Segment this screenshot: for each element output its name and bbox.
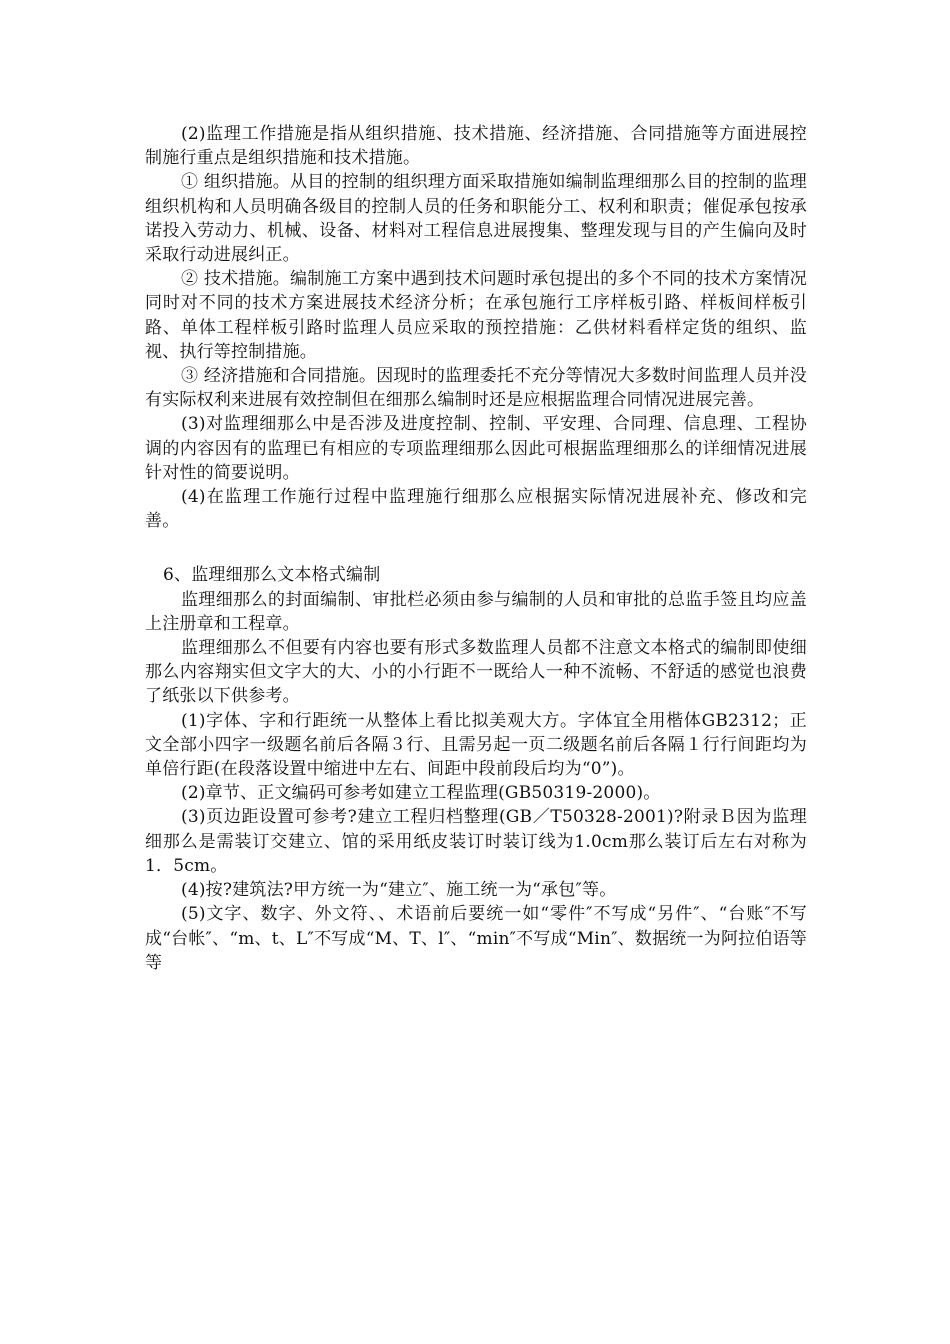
paragraph-format-importance: 监理细那么不但要有内容也要有形式多数监理人员都不注意文本格式的编制即使细那么内容翔实但文字大的大、小的小行距不一既给人一种不流畅、不舒适的感觉也浪费了纸张以下供参考。: [145, 638, 807, 707]
paragraph-technical-measures: ② 技术措施。编制施工方案中遇到技术问题时承包提出的多个不同的技术方案情况同时对不同的技术方案进展技术经济分析；在承包施行工序样板引路、样板间样板引路、单体工程样板引路时监理人员应采取的预控措施：乙供材料看样定货的组织、监视、执行等控制措施。: [145, 269, 807, 362]
paragraph-format-item-5: (5)文字、数字、外文符、、术语前后要统一如“零件″不写成“另件″、“台账″不写成“台帐″、“m、t、L″不写成“M、T、l″、“min″不写成“Min″、数据统一为阿拉伯语等等: [145, 904, 807, 973]
section-heading: 6、监理细那么文本格式编制: [163, 565, 381, 586]
paragraph-economic-contract-measures: ③ 经济措施和合同措施。因现时的监理委托不充分等情况大多数时间监理人员并没有实际权利来进展有效控制但在细那么编制时还是应根据监理合同情况进展完善。: [145, 366, 807, 411]
paragraph-organizational-measures: ① 组织措施。从目的控制的组织理方面采取措施如编制监理细那么目的控制的监理组织机构和人员明确各级目的控制人员的任务和职能分工、权利和职责；催促承包按承诺投入劳动力、机械、设备、材料对工程信息进展搜集、整理发现与目的产生偏向及时采取行动进展纠正。: [145, 172, 807, 266]
document-page: [145, 122, 807, 975]
paragraph-item-3: (3)对监理细那么中是否涉及进度控制、控制、平安理、合同理、信息理、工程协调的内容因有的监理已有相应的专项监理细那么因此可根据监理细那么的详细情况进展针对性的简要说明。: [145, 414, 807, 483]
paragraph-cover-approval: 监理细那么的封面编制、审批栏必须由参与编制的人员和审批的总监手签且均应盖上注册章和工程章。: [145, 589, 807, 634]
paragraph-format-item-1: (1)字体、字和行距统一从整体上看比拟美观大方。字体宜全用楷体GB2312；正文全部小四字一级题名前后各隔３行、且需另起一页二级题名前后各隔１行行间距均为单倍行距(在段落设置中缩进中左右、间距中段前段后均为“0”)。: [145, 710, 807, 780]
paragraph-format-item-4: (4)按?建筑法?甲方统一为“建立″、施工统一为“承包″等。: [181, 880, 617, 901]
paragraph-format-item-3: (3)页边距设置可参考?建立工程归档整理(GB／T50328-2001)?附录Ｂ因为监理细那么是需装订交建立、馆的采用纸皮装订时装订线为1.0cm那么装订后左右对称为1．5cm。: [145, 807, 807, 876]
paragraph-item-4: (4)在监理工作施行过程中监理施行细那么应根据实际情况进展补充、修改和完善。: [145, 487, 807, 532]
paragraph-format-item-2: (2)章节、正文编码可参考如建立工程监理(GB50319-2000)。: [181, 783, 661, 804]
paragraph-measures-intro: (2)监理工作措施是指从组织措施、技术措施、经济措施、合同措施等方面进展控制施行重点是组织措施和技术措施。: [145, 124, 807, 169]
